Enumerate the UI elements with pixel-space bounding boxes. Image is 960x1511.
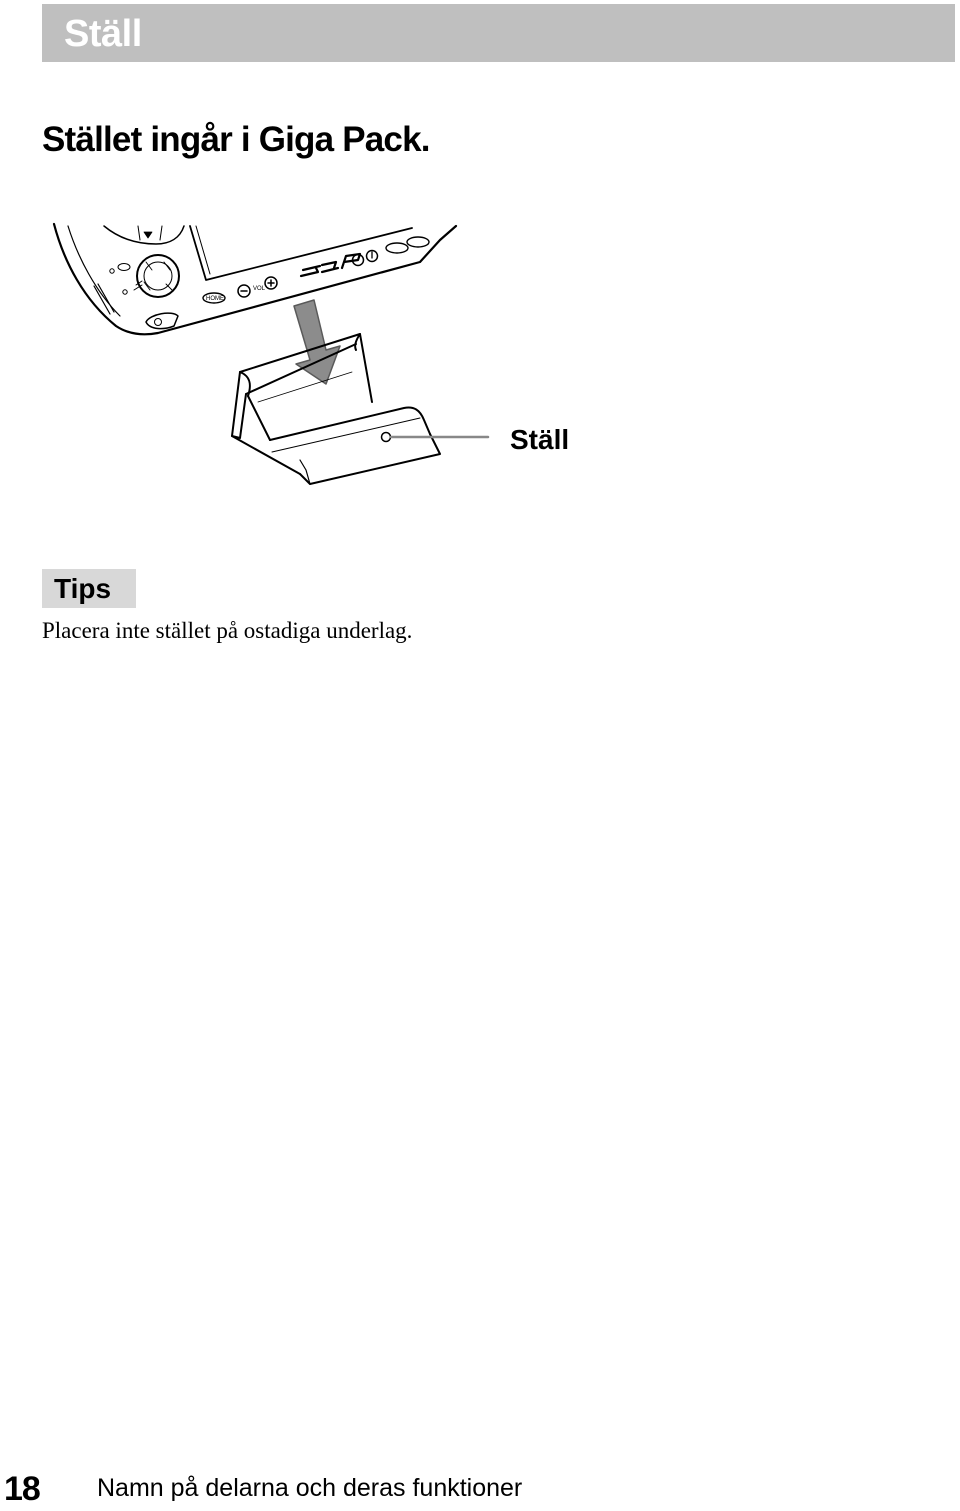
dpad-icon [137,255,179,297]
tips-badge [42,569,136,608]
header-band [42,4,955,62]
section-subtitle: Stället ingår i Giga Pack. [42,120,430,159]
stand-callout-label: Ställ [510,424,570,455]
tips-label: Tips [54,573,112,604]
page-title: Ställ [64,13,142,55]
psp-console [54,224,456,334]
vol-label: VOL [253,286,266,292]
tips-text: Placera inte stället på ostadiga underlag. [42,618,413,643]
footer-section-title: Namn på delarna och deras funktioner [97,1474,523,1502]
page-number: 18 [4,1470,40,1508]
home-label: HOME [206,296,224,302]
psp-stand-illustration [0,210,600,500]
psp-logo [301,254,360,276]
